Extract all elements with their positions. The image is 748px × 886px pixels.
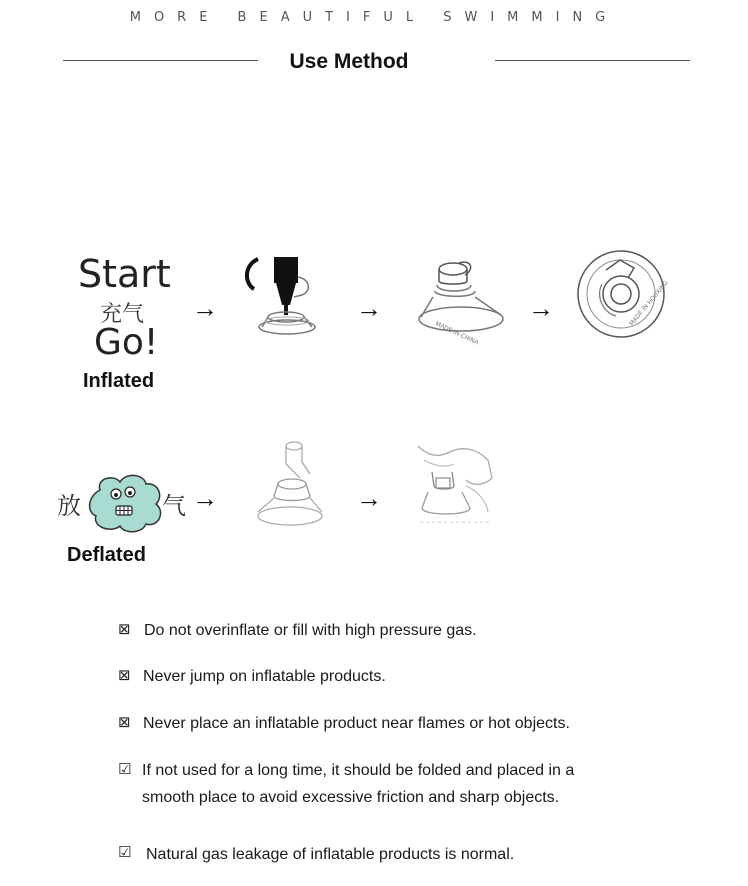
cross-box-icon: ⊠ <box>118 621 131 638</box>
inflate-chinese-word: 充气 <box>100 302 145 327</box>
inflate-arrow-2: → <box>356 293 382 323</box>
valve-open-illustration <box>252 440 327 530</box>
start-word: Start <box>78 252 171 296</box>
valve-ring-text-2: MADE IN HOUXING <box>628 279 670 328</box>
rule-item-4: If not used for a long time, it should be folded and placed in a <box>142 762 575 779</box>
check-box-icon: ☑ <box>118 761 132 778</box>
rule-item-5: Natural gas leakage of inflatable products is normal. <box>146 846 515 863</box>
rule-item-3: Never place an inflatable product near flames or hot objects. <box>143 715 570 732</box>
deflated-label: Deflated <box>67 544 146 566</box>
rule-item-1: Do not overinflate or fill with high pressure gas. <box>144 622 477 639</box>
rule-item-4-continued: smooth place to avoid excessive friction and sharp objects. <box>142 789 560 806</box>
cross-box-icon: ⊠ <box>118 714 131 731</box>
valve-ring-text: MADE IN CHINA <box>434 320 480 347</box>
go-word: Go! <box>94 322 159 363</box>
valve-top-view-illustration <box>576 250 668 338</box>
page-title: Use Method <box>289 50 409 73</box>
deflate-arrow-1: → <box>192 483 218 513</box>
deflate-chinese-right: 气 <box>162 492 186 520</box>
press-release-illustration <box>414 442 496 530</box>
deflate-arrow-2: → <box>356 483 382 513</box>
pump-into-valve-illustration <box>240 255 330 340</box>
valve-closed-illustration <box>415 255 510 347</box>
cross-box-icon: ⊠ <box>118 667 131 684</box>
inflate-arrow-1: → <box>192 293 218 323</box>
check-box-icon: ☑ <box>118 844 132 861</box>
brand-tagline: MORE BEAUTIFUL SWIMMING <box>129 10 619 25</box>
rule-item-2: Never jump on inflatable products. <box>143 668 386 685</box>
inflate-arrow-3: → <box>528 293 554 323</box>
cloud-mascot-illustration <box>86 472 166 534</box>
inflated-label: Inflated <box>83 370 155 392</box>
deflate-chinese-left: 放 <box>57 492 81 520</box>
